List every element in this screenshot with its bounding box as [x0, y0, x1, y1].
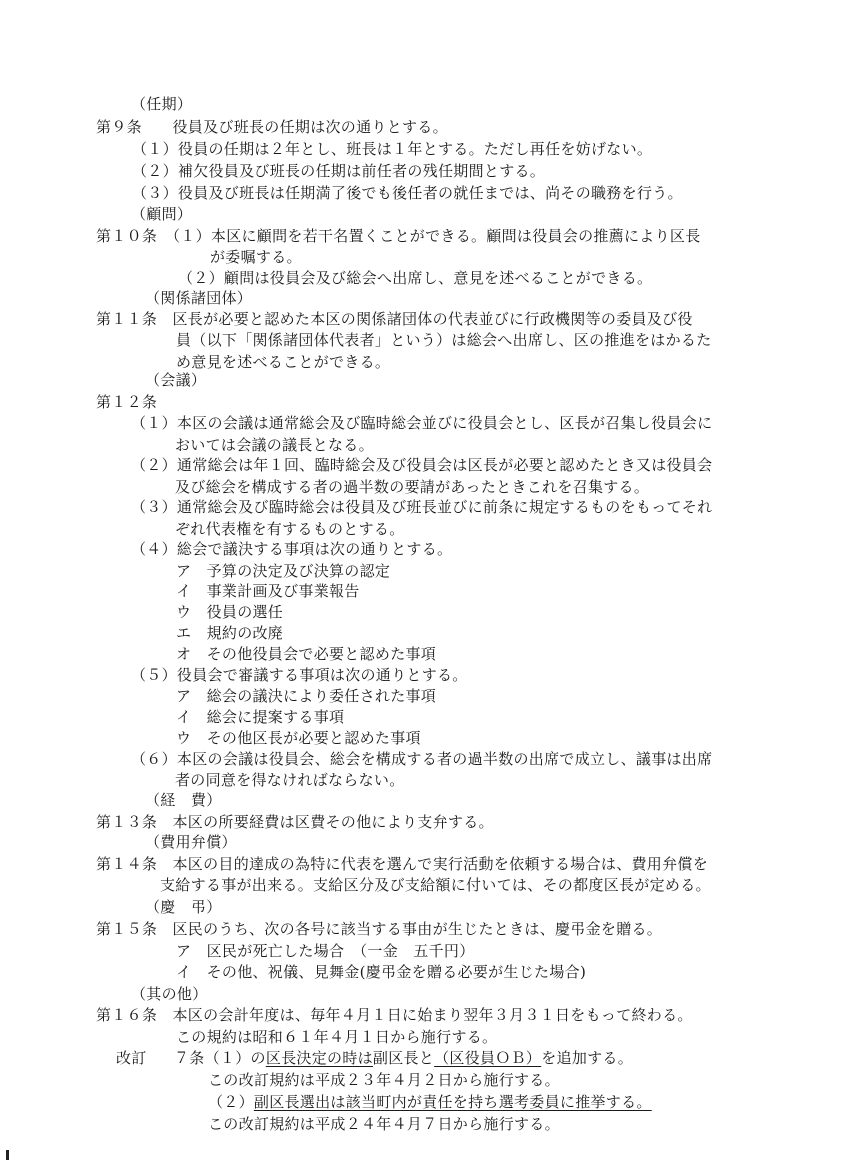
- article-12-item-1: （１）本区の会議は通常総会及び臨時総会並びに役員会とし、区長が召集し役員会に: [131, 414, 713, 432]
- article-12-item-4-b: イ 事業計画及び事業報告: [176, 582, 360, 600]
- section-heading-term: （任期）: [131, 95, 193, 113]
- article-15-a: ア 区民が死亡した場合 （一金 五千円）: [176, 942, 475, 960]
- amendment-line-1-part-e: を追加する。: [541, 1049, 634, 1067]
- article-10-item-1-cont: が委嘱する。: [210, 248, 302, 266]
- section-heading-expenses: （経 費）: [145, 791, 222, 809]
- article-12-item-5-c: ウ その他区長が必要と認めた事項: [176, 729, 421, 747]
- article-12-item-4-a: ア 予算の決定及び決算の認定: [176, 562, 391, 580]
- article-12-item-6: （６）本区の会議は役員会、総会を構成する者の過半数の出席で成立し、議事は出席: [131, 750, 713, 768]
- article-9-item-1: （１）役員の任期は２年とし、班長は１年とする。ただし再任を妨げない。: [132, 140, 653, 158]
- scan-mark: [6, 1150, 9, 1160]
- article-12-item-5-a: ア 総会の議決により委任された事項: [176, 687, 437, 705]
- article-11: 第１１条 区長が必要と認めた本区の関係諸団体の代表並びに行政機関等の委員及び役: [96, 310, 693, 328]
- amendment-line-1-part-c: 副区長と: [372, 1049, 435, 1067]
- article-12-item-1-cont: おいては会議の議長となる。: [175, 436, 374, 454]
- article-11-cont-1: 員（以下「関係諸団体代表者」という）は総会へ出席し、区の推進をはかるた: [176, 331, 712, 349]
- article-15-b: イ その他、祝儀、見舞金(慶弔金を贈る必要が生じた場合): [176, 963, 587, 981]
- article-12-item-6-cont: 者の同意を得なければならない。: [175, 771, 405, 789]
- amendment-label: 改訂: [116, 1049, 147, 1067]
- amendment-line-3-part-a: （２）: [208, 1093, 254, 1111]
- amendment-line-4: この改訂規約は平成２４年４月７日から施行する。: [208, 1115, 560, 1133]
- section-heading-advisor: （顧問）: [131, 205, 193, 223]
- effective-date: この規約は昭和６１年４月１日から施行する。: [176, 1028, 498, 1046]
- article-12-item-2: （２）通常総会は年１回、臨時総会及び役員会は区長が必要と認めたとき又は役員会: [131, 456, 713, 474]
- amendment-line-1-part-b: 区長決定の時は: [265, 1049, 373, 1067]
- article-10-item-1: 第１０条 （１）本区に顧問を若干名置くことができる。顧問は役員会の推薦により区長: [96, 227, 701, 245]
- article-12-item-4-d: エ 規約の改廃: [176, 624, 284, 642]
- article-16: 第１６条 本区の会計年度は、毎年４月１日に始まり翌年３月３１日をもって終わる。: [96, 1006, 693, 1024]
- article-12: 第１２条: [96, 393, 158, 411]
- section-heading-related-groups: （関係諸団体）: [145, 289, 253, 307]
- article-14: 第１４条 本区の目的達成の為特に代表を選んで実行活動を依頼する場合は、費用弁償を: [96, 855, 709, 873]
- article-12-item-3-cont: ぞれ代表権を有するものとする。: [175, 520, 405, 538]
- amendment-line-1: [174, 1048, 633, 1068]
- amendment-line-3-part-b: 副区長選出は該当町内が責任を持ち選考委員に推挙する。: [253, 1093, 652, 1111]
- section-heading-meeting: （会議）: [145, 371, 207, 389]
- amendment-line-2: この改訂規約は平成２３年４月２日から施行する。: [208, 1071, 560, 1089]
- section-heading-other: （其の他）: [131, 985, 208, 1003]
- article-12-item-4-c: ウ 役員の選任: [176, 603, 284, 621]
- article-12-item-3: （３）通常総会及び臨時総会は役員及び班長並びに前条に規定するものをもってそれ: [131, 498, 713, 516]
- article-10-item-2: （２）顧問は役員会及び総会へ出席し、意見を述べることができる。: [178, 269, 653, 287]
- article-12-item-5-b: イ 総会に提案する事項: [176, 708, 345, 726]
- article-14-cont: 支給する事が出来る。支給区分及び支給額に付いては、その都度区長が定める。: [160, 876, 711, 894]
- article-12-item-2-cont: 及び総会を構成する者の過半数の要請があったときこれを召集する。: [175, 478, 650, 496]
- article-12-item-5: （５）役員会で審議する事項は次の通りとする。: [131, 666, 468, 684]
- article-12-item-4-e: オ その他役員会で必要と認めた事項: [176, 645, 437, 663]
- amendment-line-1-part-d: （区役員ＯＢ）: [434, 1049, 542, 1067]
- article-9-item-3: （３）役員及び班長は任期満了後でも後任者の就任までは、尚その職務を行う。: [132, 184, 683, 202]
- amendment-line-3: [208, 1092, 652, 1112]
- article-12-item-4: （４）総会で議決する事項は次の通りとする。: [131, 540, 453, 558]
- article-9-item-2: （２）補欠役員及び班長の任期は前任者の残任期間とする。: [132, 162, 546, 180]
- article-9: 第９条 役員及び班長の任期は次の通りとする。: [96, 118, 448, 136]
- article-15: 第１５条 区民のうち、次の各号に該当する事由が生じたときは、慶弔金を贈る。: [96, 920, 663, 938]
- article-13: 第１３条 本区の所要経費は区費その他により支弁する。: [96, 813, 494, 831]
- article-11-cont-2: め意見を述べることができる。: [176, 353, 391, 371]
- section-heading-reimbursement: （費用弁償）: [145, 833, 237, 851]
- amendment-line-1-part-a: ７条（１）の: [174, 1049, 266, 1067]
- section-heading-condolence: （慶 弔）: [145, 898, 222, 916]
